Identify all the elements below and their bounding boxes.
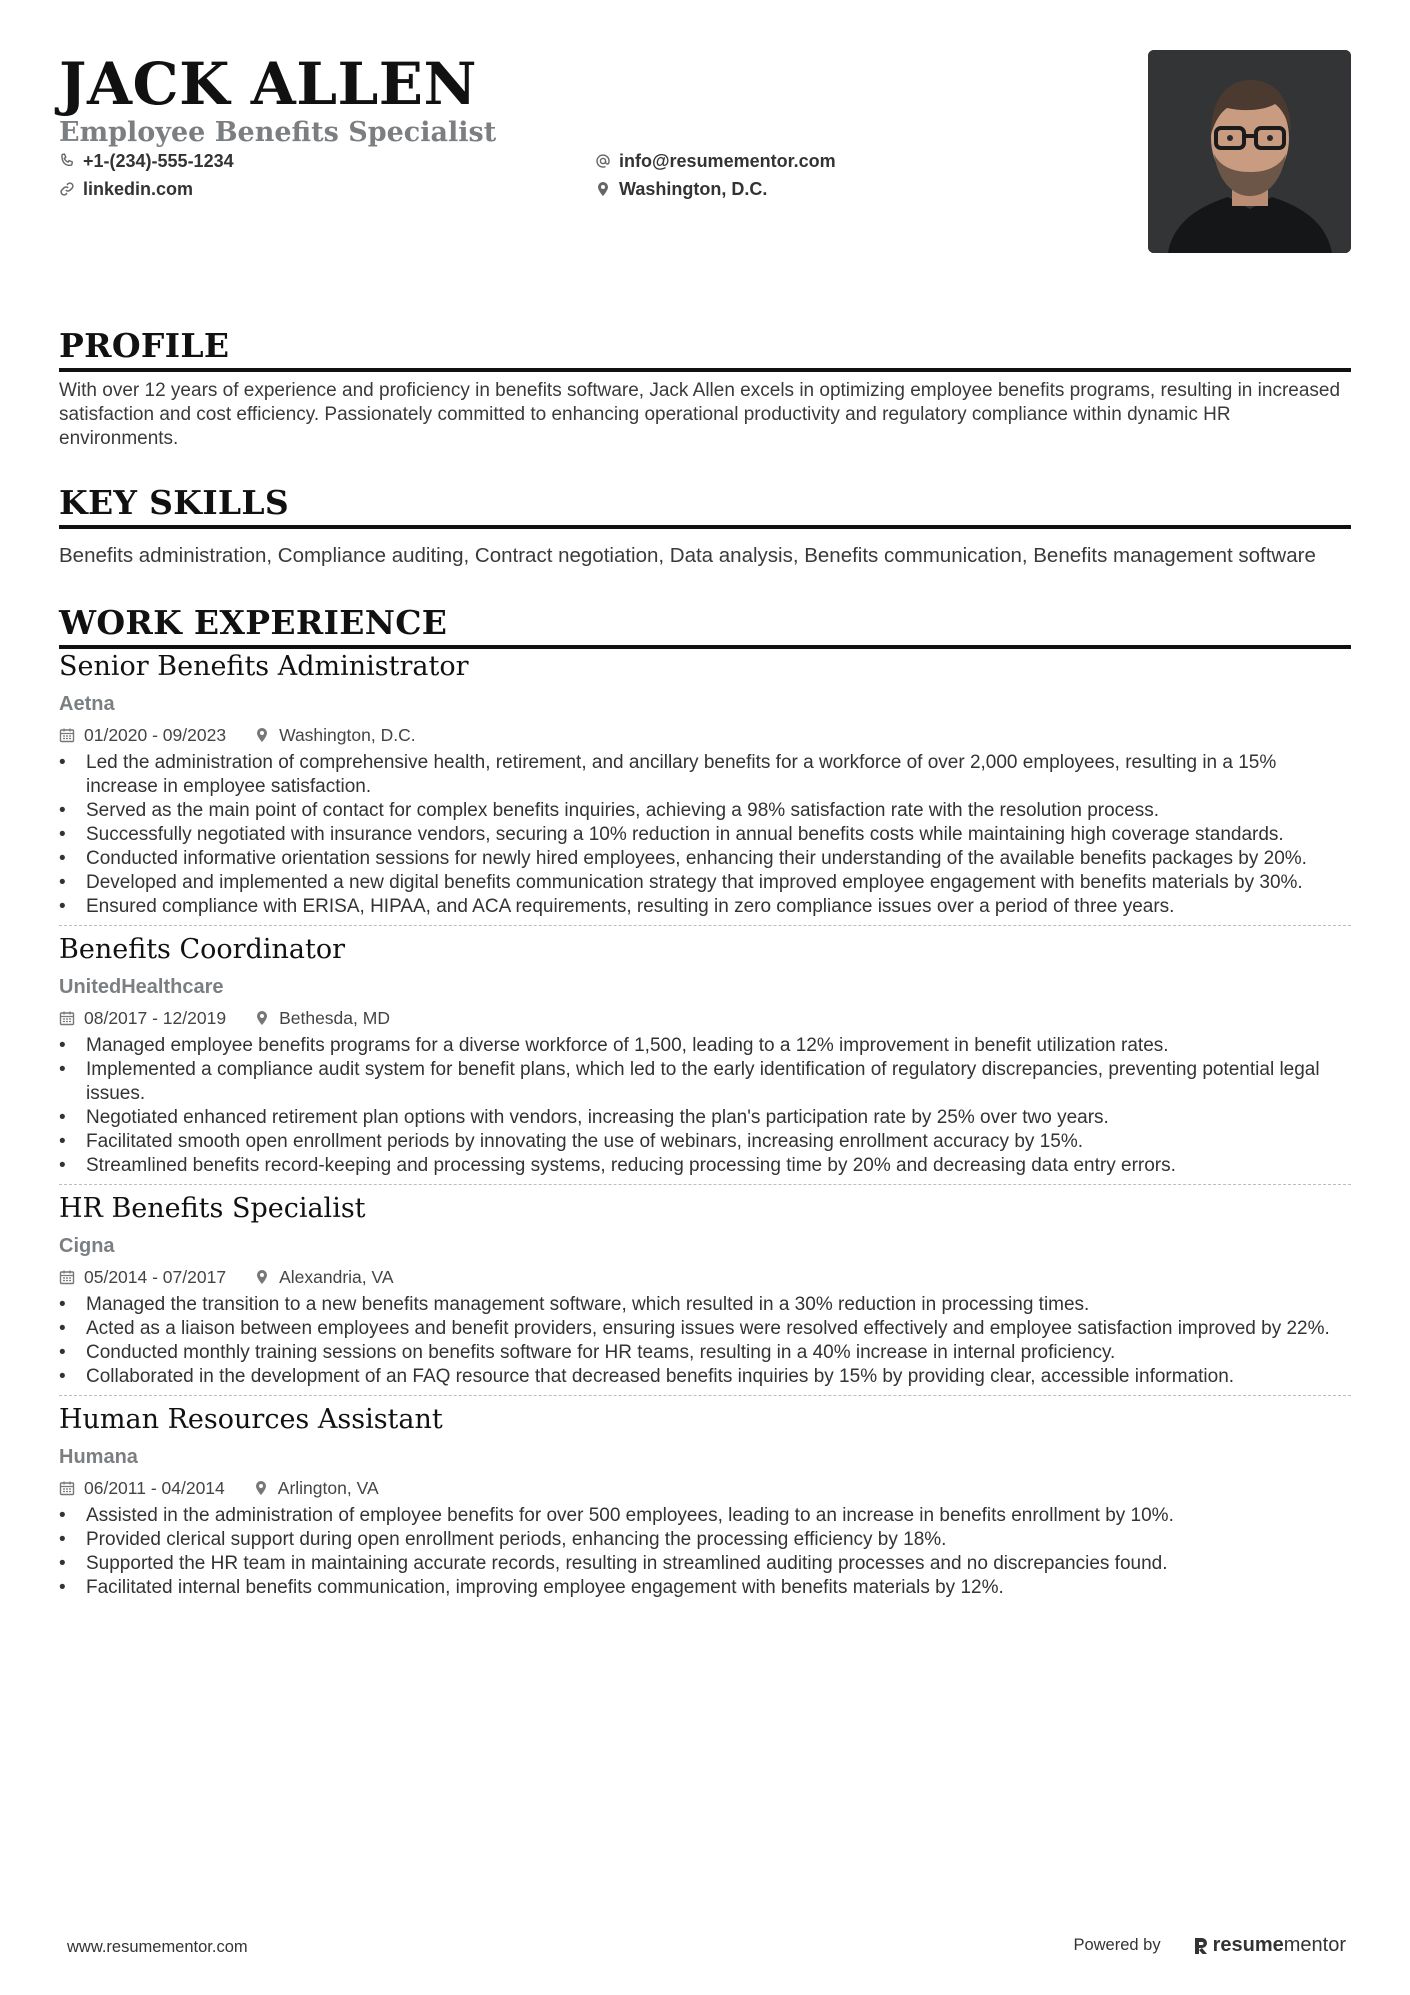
job-dates: 06/2011 - 04/2014	[84, 1477, 225, 1498]
calendar-icon	[59, 727, 75, 743]
bullet-item: • Supported the HR team in maintaining accurate records, resulting in streamlined auditing processes and no discrepancies found.	[59, 1552, 1351, 1576]
candidate-title: Employee Benefits Specialist	[59, 117, 497, 148]
job-entry	[59, 1184, 1351, 1395]
resume-header	[59, 52, 1351, 254]
job-company: Humana	[59, 1446, 138, 1468]
profile-section	[59, 326, 1351, 451]
bullet-item: • Conducted informative orientation sessions for newly hired employees, enhancing their understanding of the available benefits packages by 20%.	[59, 847, 1351, 871]
phone-icon	[59, 153, 75, 169]
bullet-item: • Managed the transition to a new benefits management software, which resulted in a 30% reduction in processing times.	[59, 1293, 1351, 1317]
job-company: UnitedHealthcare	[59, 976, 224, 998]
contact-email[interactable]	[595, 149, 915, 173]
link-icon	[59, 181, 75, 197]
map-pin-icon	[254, 727, 270, 743]
job-dates: 05/2014 - 07/2017	[84, 1266, 227, 1287]
bullet-item: • Provided clerical support during open enrollment periods, enhancing the processing efficiency by 18%.	[59, 1528, 1351, 1552]
brand-mark-icon	[1193, 1936, 1209, 1956]
job-dates: 01/2020 - 09/2023	[84, 724, 227, 745]
section-divider	[59, 368, 1351, 372]
job-location: Alexandria, VA	[279, 1266, 394, 1287]
bullet-item: • Acted as a liaison between employees and benefit providers, ensuring issues were resolved effectively and employee satisfaction improved by 22%.	[59, 1317, 1351, 1341]
job-title: Benefits Coordinator	[59, 934, 345, 965]
job-location: Washington, D.C.	[279, 724, 416, 745]
candidate-name: JACK ALLEN	[59, 50, 477, 118]
job-bullets	[59, 1293, 1351, 1389]
job-meta	[59, 1007, 1351, 1029]
contact-location	[595, 177, 915, 201]
job-title: HR Benefits Specialist	[59, 1193, 366, 1224]
job-meta	[59, 724, 1351, 746]
job-dates: 08/2017 - 12/2019	[84, 1007, 227, 1028]
bullet-item: • Streamlined benefits record-keeping and processing systems, reducing processing time by 20% and decreasing data entry errors.	[59, 1154, 1351, 1178]
bullet-item: • Led the administration of comprehensive health, retirement, and ancillary benefits for a workforce of over 2,000 employees, resulting in a 15% increase in employee satisfaction.	[59, 751, 1351, 799]
brand-logo[interactable]	[1193, 1934, 1346, 1957]
job-bullets	[59, 1034, 1351, 1178]
bullet-item: • Implemented a compliance audit system for benefit plans, which led to the early identification of regulatory discrepancies, preventing potential legal issues.	[59, 1058, 1351, 1106]
job-title: Senior Benefits Administrator	[59, 651, 469, 682]
job-location: Arlington, VA	[277, 1477, 379, 1498]
job-entry	[59, 1395, 1351, 1606]
job-company: Cigna	[59, 1235, 115, 1257]
job-location: Bethesda, MD	[279, 1007, 390, 1028]
at-icon	[595, 153, 611, 169]
profile-text: With over 12 years of experience and proficiency in benefits software, Jack Allen excels in optimizing employee benefits programs, resulting in increased satisfaction and cost efficiency. Passionately committed to enhancing operational productivity and regulatory compliance within dynamic HR environments.	[59, 380, 1341, 449]
skills-text: Benefits administration, Compliance auditing, Contract negotiation, Data analysis, Benefits communication, Benefits management software	[59, 544, 1316, 567]
location-text: Washington, D.C.	[619, 178, 768, 199]
powered-by-label: Powered by	[1073, 1936, 1161, 1954]
job-entry	[59, 925, 1351, 1184]
map-pin-icon	[254, 1010, 270, 1026]
bullet-item: • Facilitated smooth open enrollment periods by innovating the use of webinars, increasing enrollment accuracy by 15%.	[59, 1130, 1351, 1154]
contact-phone[interactable]	[59, 149, 595, 173]
contact-list	[59, 149, 919, 201]
experience-section	[59, 603, 1351, 1606]
map-pin-icon	[595, 181, 611, 197]
footer-branding	[1073, 1934, 1346, 1957]
bullet-item: • Ensured compliance with ERISA, HIPAA, and ACA requirements, resulting in zero compliance issues over a period of three years.	[59, 895, 1351, 919]
skills-section	[59, 483, 1351, 569]
calendar-icon	[59, 1269, 75, 1285]
map-pin-icon	[253, 1480, 269, 1496]
bullet-item: • Assisted in the administration of employee benefits for over 500 employees, leading to an increase in benefits enrollment by 10%.	[59, 1504, 1351, 1528]
experience-heading: WORK EXPERIENCE	[59, 603, 448, 642]
map-pin-icon	[254, 1269, 270, 1285]
job-bullets	[59, 1504, 1351, 1600]
linkedin-text: linkedin.com	[83, 178, 194, 199]
email-text: info@resumementor.com	[619, 150, 836, 171]
bullet-item: • Conducted monthly training sessions on benefits software for HR teams, resulting in a 40% increase in internal proficiency.	[59, 1341, 1351, 1365]
job-bullets	[59, 751, 1351, 919]
contact-linkedin[interactable]	[59, 177, 595, 201]
job-company: Aetna	[59, 693, 115, 715]
footer-website[interactable]: www.resumementor.com	[67, 1938, 248, 1956]
job-title: Human Resources Assistant	[59, 1404, 443, 1435]
phone-text: +1-(234)-555-1234	[83, 150, 234, 171]
skills-heading: KEY SKILLS	[59, 483, 290, 522]
job-meta	[59, 1266, 1351, 1288]
profile-photo	[1148, 50, 1351, 253]
bullet-item: • Developed and implemented a new digital benefits communication strategy that improved employee engagement with benefits materials by 30%.	[59, 871, 1351, 895]
bullet-item: • Served as the main point of contact for complex benefits inquiries, achieving a 98% satisfaction rate with the resolution process.	[59, 799, 1351, 823]
job-meta	[59, 1477, 1351, 1499]
section-divider	[59, 525, 1351, 529]
bullet-item: • Facilitated internal benefits communication, improving employee engagement with benefits materials by 12%.	[59, 1576, 1351, 1600]
calendar-icon	[59, 1480, 75, 1496]
bullet-item: • Collaborated in the development of an FAQ resource that decreased benefits inquiries by 15% by providing clear, accessible information.	[59, 1365, 1351, 1389]
bullet-item: • Successfully negotiated with insurance vendors, securing a 10% reduction in annual benefits costs while maintaining high coverage standards.	[59, 823, 1351, 847]
job-entry	[59, 649, 1351, 925]
bullet-item: • Negotiated enhanced retirement plan options with vendors, increasing the plan's participation rate by 25% over two years.	[59, 1106, 1351, 1130]
bullet-item: • Managed employee benefits programs for a diverse workforce of 1,500, leading to a 12% improvement in benefit utilization rates.	[59, 1034, 1351, 1058]
brand-bold: resume	[1212, 1934, 1284, 1956]
job-list	[59, 649, 1351, 1606]
profile-heading: PROFILE	[59, 326, 230, 365]
calendar-icon	[59, 1010, 75, 1026]
resume-page	[59, 52, 1351, 1606]
brand-light: mentor	[1283, 1934, 1346, 1956]
